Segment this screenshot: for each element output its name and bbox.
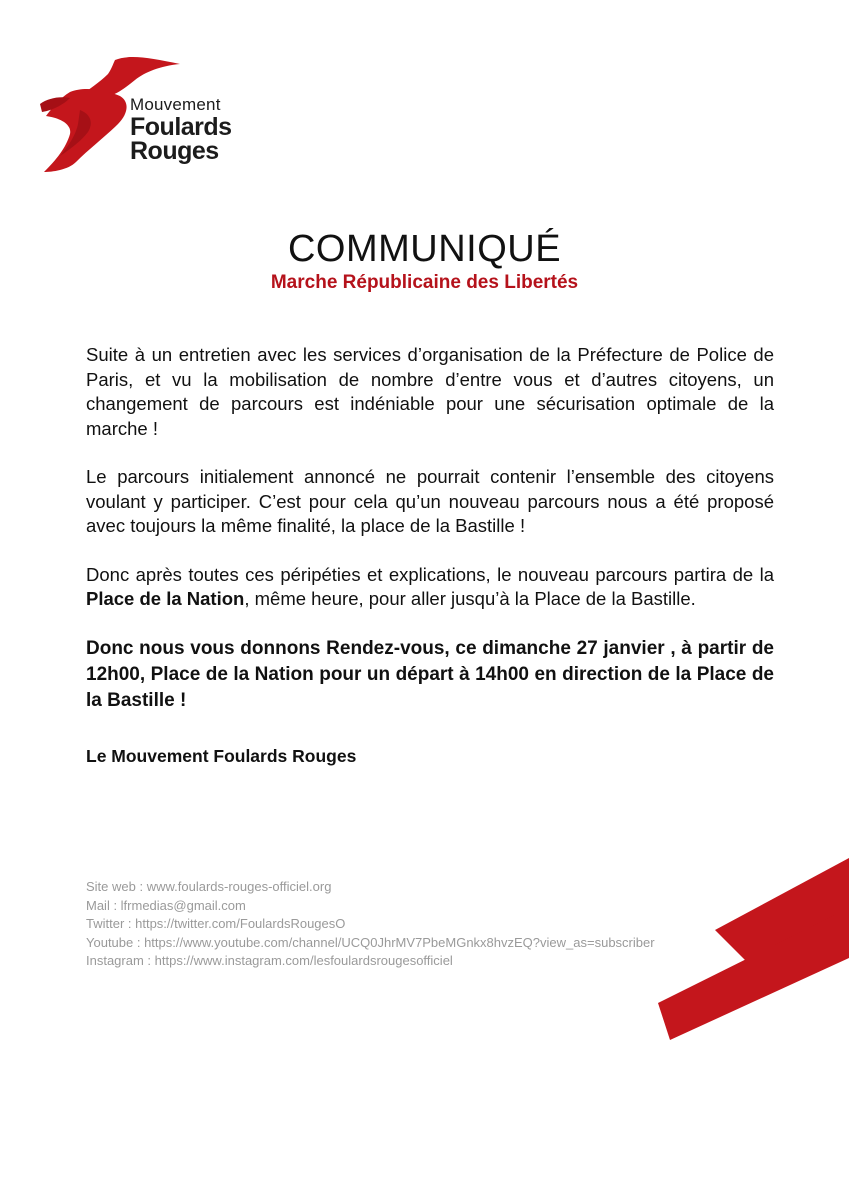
red-stripes-decoration xyxy=(640,855,849,1040)
signature: Le Mouvement Foulards Rouges xyxy=(86,745,357,766)
logo xyxy=(30,52,260,182)
page-title: COMMUNIQUÉ xyxy=(287,228,562,270)
page-subtitle: Marche Républicaine des Libertés xyxy=(270,272,579,293)
logo-text xyxy=(130,96,232,163)
paragraph-new-route xyxy=(86,563,774,612)
paragraph-new-route-end: , même heure, pour aller jusqu’à la Place de la Bastille. xyxy=(244,588,696,609)
twitter-link[interactable]: Twitter : https://twitter.com/FoulardsRougesO xyxy=(86,916,346,931)
paragraph-route-change: Suite à un entretien avec les services d’organisation de la Préfecture de Police de Paris, et vu la mobilisation de nombre d’entre vous et d’autres citoyens, un changement de parcours est indéniable pour une sécurisation optimale de la marche ! xyxy=(86,344,774,439)
paragraph-new-route-start: Donc après toutes ces péripéties et explications, le nouveau parcours partira de la xyxy=(86,563,774,585)
logo-line-mouvement: Mouvement xyxy=(130,95,221,114)
logo-line-foulards: Foulards xyxy=(130,113,232,141)
logo-line-rouges: Rouges xyxy=(130,137,219,165)
communique-body xyxy=(86,343,774,792)
paragraph-rendezvous: Donc nous vous donnons Rendez-vous, ce dimanche 27 janvier , à partir de 12h00, Place de la Nation pour un départ à 14h00 en direction de la Place de la Bastille ! xyxy=(86,637,774,711)
youtube-link[interactable]: Youtube : https://www.youtube.com/channel/UCQ0JhrMV7PbeMGnkx8hvzEQ?view_as=subscriber xyxy=(86,934,655,950)
place-de-la-nation-emphasis: Place de la Nation xyxy=(86,588,245,609)
mail-link[interactable]: Mail : lfrmedias@gmail.com xyxy=(86,897,246,913)
paragraph-capacity: Le parcours initialement annoncé ne pourrait contenir l’ensemble des citoyens voulant y participer. C’est pour cela qu’un nouveau parcours nous a été proposé avec toujours la même finalité, la place de la Bastille ! xyxy=(86,466,774,536)
instagram-link[interactable]: Instagram : https://www.instagram.com/lesfoulardsrougesofficiel xyxy=(86,953,453,968)
contact-footer xyxy=(86,878,708,971)
website-link[interactable]: Site web : www.foulards-rouges-officiel.org xyxy=(86,879,332,894)
